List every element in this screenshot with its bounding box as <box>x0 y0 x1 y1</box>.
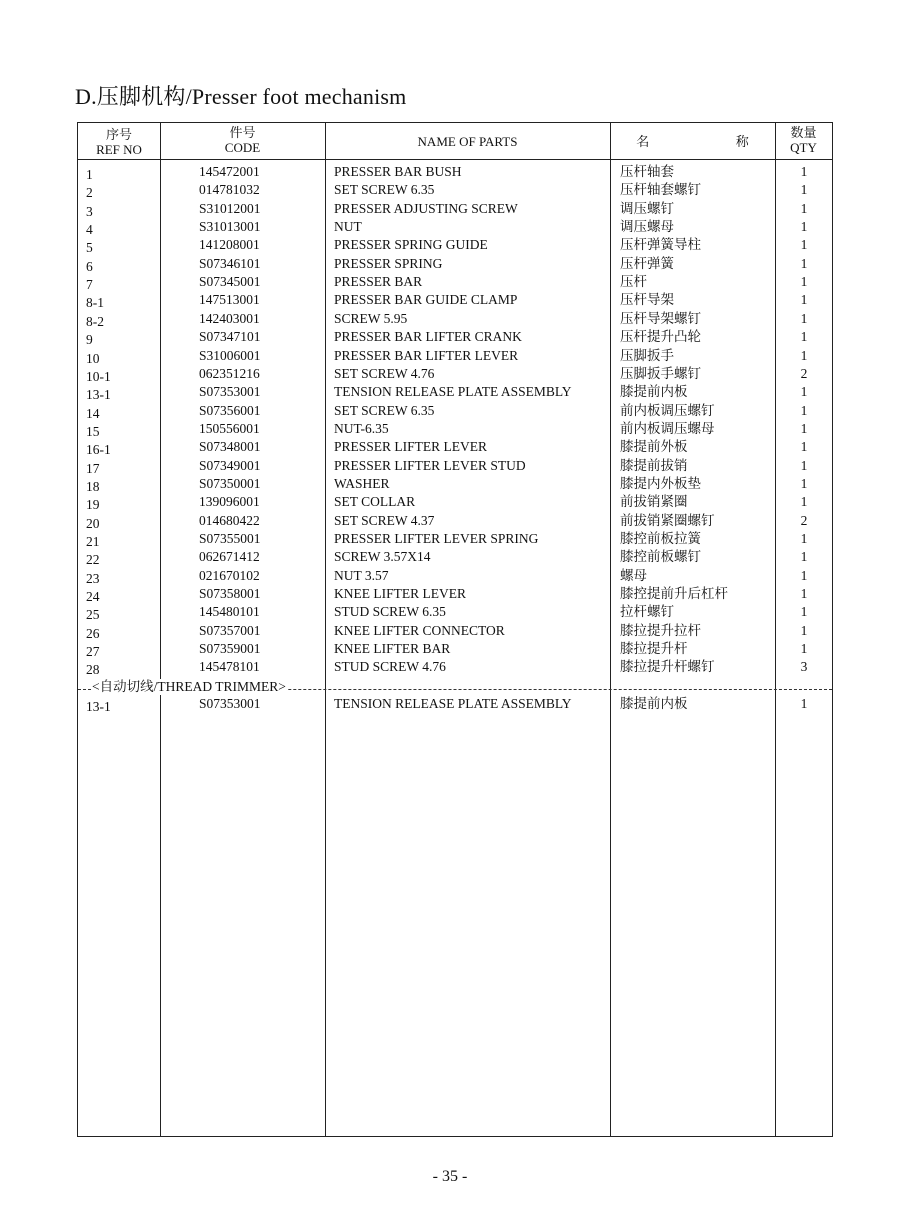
part-name-cn: 前内板调压螺钉 <box>620 402 715 418</box>
part-name: NUT <box>334 219 362 235</box>
part-code: 142403001 <box>199 310 260 326</box>
part-qty: 1 <box>800 310 808 326</box>
part-name: KNEE LIFTER CONNECTOR <box>334 622 505 638</box>
part-name-cn: 膝提内外板垫 <box>620 475 701 491</box>
table-row <box>78 640 832 658</box>
ref-no: 20 <box>86 515 100 531</box>
part-name: SCREW 5.95 <box>334 310 408 326</box>
part-name: PRESSER LIFTER LEVER STUD <box>334 457 526 473</box>
table-row <box>78 567 832 585</box>
header-cn-name-a: 名 <box>636 134 650 149</box>
part-qty: 1 <box>800 347 808 363</box>
table-row <box>78 622 832 640</box>
part-code: 147513001 <box>199 292 260 308</box>
part-name: KNEE LIFTER BAR <box>334 641 451 657</box>
header-qty <box>775 125 832 155</box>
part-name: SET SCREW 6.35 <box>334 402 435 418</box>
ref-no: 24 <box>86 589 100 605</box>
part-qty: 1 <box>800 586 808 602</box>
ref-no: 8-1 <box>86 295 104 311</box>
part-qty: 1 <box>800 164 808 179</box>
part-name: PRESSER LIFTER LEVER <box>334 439 488 455</box>
part-qty: 3 <box>800 659 808 675</box>
part-qty: 2 <box>800 365 808 381</box>
part-code: S31013001 <box>199 219 261 235</box>
part-name: PRESSER SPRING GUIDE <box>334 237 488 253</box>
ref-no: 25 <box>86 607 100 623</box>
part-name: SET SCREW 4.76 <box>334 365 435 381</box>
parts-table <box>77 122 833 1137</box>
part-name: PRESSER BAR <box>334 274 423 290</box>
part-name: PRESSER SPRING <box>334 255 443 271</box>
part-qty: 1 <box>800 439 808 455</box>
ref-no: 17 <box>86 460 100 476</box>
part-qty: 1 <box>800 475 808 491</box>
section-thread-trimmer: <自动切线/THREAD TRIMMER> <box>92 679 286 694</box>
part-name-cn: 前拔销紧圈螺钉 <box>620 512 715 528</box>
header-code-en: CODE <box>224 140 261 155</box>
part-name: PRESSER BAR BUSH <box>334 164 462 179</box>
part-qty: 1 <box>800 604 808 620</box>
page-number: - 35 - <box>432 1168 468 1185</box>
part-name-cn: 膝控前板螺钉 <box>620 549 701 565</box>
ref-no: 13-1 <box>86 699 111 714</box>
table-row <box>78 163 832 181</box>
part-qty: 1 <box>800 696 808 711</box>
part-name-cn: 拉杆螺钉 <box>620 604 674 620</box>
part-name-cn: 膝控前板拉簧 <box>620 531 701 546</box>
part-code: 150556001 <box>199 420 260 436</box>
header-ref-cn: 序号 <box>105 127 132 142</box>
table-row <box>78 585 832 603</box>
table-row <box>78 695 832 713</box>
part-code: 014781032 <box>199 182 260 198</box>
header-qty-en: QTY <box>790 140 817 155</box>
table-row <box>78 475 832 493</box>
part-name: STUD SCREW 6.35 <box>334 604 446 620</box>
table-row <box>78 255 832 273</box>
part-name: PRESSER BAR GUIDE CLAMP <box>334 292 518 308</box>
part-name: PRESSER LIFTER LEVER SPRING <box>334 531 539 546</box>
part-name: WASHER <box>334 475 390 491</box>
table-row <box>78 493 832 511</box>
header-ref <box>78 127 160 157</box>
part-qty: 1 <box>800 549 808 565</box>
part-name-cn: 调压螺钉 <box>620 200 674 216</box>
table-row <box>78 200 832 218</box>
ref-no: 26 <box>86 625 100 641</box>
part-name: PRESSER BAR LIFTER LEVER <box>334 347 519 363</box>
ref-no: 27 <box>86 644 100 660</box>
part-name: NUT-6.35 <box>334 420 389 436</box>
table-row <box>78 402 832 420</box>
part-name: SET SCREW 4.37 <box>334 512 435 528</box>
part-name: PRESSER ADJUSTING SCREW <box>334 200 518 216</box>
ref-no: 3 <box>86 203 93 219</box>
part-code: S07346101 <box>199 255 261 271</box>
part-qty: 1 <box>800 329 808 345</box>
ref-no: 6 <box>86 258 93 274</box>
part-name-cn: 压杆 <box>620 274 647 290</box>
part-qty: 1 <box>800 567 808 583</box>
part-qty: 1 <box>800 531 808 546</box>
part-name-cn: 前拔销紧圈 <box>620 494 688 510</box>
part-qty: 1 <box>800 219 808 235</box>
table-row <box>78 365 832 383</box>
part-code: 021670102 <box>199 567 260 583</box>
ref-no: 21 <box>86 534 100 549</box>
table-row <box>78 603 832 621</box>
page-title: D.压脚机构/Presser foot mechanism <box>75 84 407 109</box>
part-qty: 1 <box>800 182 808 198</box>
part-name: TENSION RELEASE PLATE ASSEMBLY <box>334 696 572 711</box>
part-qty: 1 <box>800 420 808 436</box>
part-name-cn: 膝拉提升杆螺钉 <box>620 659 715 675</box>
table-row <box>78 328 832 346</box>
part-name: PRESSER BAR LIFTER CRANK <box>334 329 522 345</box>
table-row <box>78 347 832 365</box>
part-code: S07358001 <box>199 586 261 602</box>
table-row <box>78 438 832 456</box>
table-row <box>78 512 832 530</box>
ref-no: 10-1 <box>86 368 111 384</box>
part-name-cn: 膝提前内板 <box>620 384 688 400</box>
part-qty: 1 <box>800 255 808 271</box>
header-ref-en: REF NO <box>96 142 142 157</box>
ref-no: 5 <box>86 240 93 256</box>
part-code: S07349001 <box>199 457 261 473</box>
ref-no: 7 <box>86 277 93 293</box>
part-code: S31012001 <box>199 200 261 216</box>
part-name-cn: 膝拉提升杆 <box>620 641 688 657</box>
part-code: 145480101 <box>199 604 260 620</box>
part-name-cn: 前内板调压螺母 <box>620 420 715 436</box>
part-code: S31006001 <box>199 347 261 363</box>
header-code-cn: 件号 <box>229 125 256 140</box>
header-code <box>160 125 325 155</box>
header-name: NAME OF PARTS <box>417 134 518 149</box>
part-qty: 1 <box>800 641 808 657</box>
part-name-cn: 压杆导架 <box>620 292 674 308</box>
part-name: NUT 3.57 <box>334 567 389 583</box>
part-code: S07347101 <box>199 329 261 345</box>
table-row <box>78 273 832 291</box>
part-code: S07355001 <box>199 531 261 546</box>
part-code: S07357001 <box>199 622 261 638</box>
part-name-cn: 压脚扳手 <box>620 347 674 363</box>
part-name-cn: 压杆导架螺钉 <box>620 310 701 326</box>
part-name-cn: 压杆轴套螺钉 <box>620 182 701 198</box>
ref-no: 14 <box>86 405 100 421</box>
part-code: 141208001 <box>199 237 260 253</box>
ref-no: 19 <box>86 497 100 513</box>
part-code: S07353001 <box>199 384 261 400</box>
part-name-cn: 压脚扳手螺钉 <box>620 365 701 381</box>
part-qty: 1 <box>800 494 808 510</box>
table-row <box>78 658 832 676</box>
table-row <box>78 457 832 475</box>
part-code: S07345001 <box>199 274 261 290</box>
table-row <box>78 236 832 254</box>
part-code: S07348001 <box>199 439 261 455</box>
part-name-cn: 膝控提前升后杠杆 <box>620 586 728 602</box>
header-cn-name <box>610 134 775 149</box>
table-row <box>78 420 832 438</box>
part-name: STUD SCREW 4.76 <box>334 659 446 675</box>
table-row <box>78 181 832 199</box>
part-qty: 1 <box>800 292 808 308</box>
part-name: SET COLLAR <box>334 494 416 510</box>
ref-no: 23 <box>86 570 100 586</box>
part-name-cn: 调压螺母 <box>620 219 674 235</box>
ref-no: 8-2 <box>86 313 104 329</box>
table-row <box>78 291 832 309</box>
part-code: 062671412 <box>199 549 260 565</box>
part-qty: 1 <box>800 237 808 253</box>
ref-no: 15 <box>86 423 100 439</box>
part-name-cn: 膝拉提升拉杆 <box>620 622 701 638</box>
header-qty-cn: 数量 <box>790 125 817 140</box>
part-name: TENSION RELEASE PLATE ASSEMBLY <box>334 384 572 400</box>
ref-no: 28 <box>86 662 100 678</box>
part-qty: 1 <box>800 402 808 418</box>
part-code: S07353001 <box>199 696 261 711</box>
part-name-cn: 膝提前内板 <box>620 696 688 711</box>
part-code: 145478101 <box>199 659 260 675</box>
part-code: S07359001 <box>199 641 261 657</box>
part-code: 014680422 <box>199 512 260 528</box>
part-name-cn: 螺母 <box>620 567 647 583</box>
part-code: S07350001 <box>199 475 261 491</box>
table-row <box>78 548 832 566</box>
part-name-cn: 压杆弹簧导柱 <box>620 237 701 253</box>
ref-no: 13-1 <box>86 387 111 403</box>
part-name-cn: 膝提前外板 <box>620 439 688 455</box>
ref-no: 4 <box>86 222 93 238</box>
part-qty: 1 <box>800 274 808 290</box>
ref-no: 1 <box>86 167 93 182</box>
ref-no: 10 <box>86 350 100 366</box>
ref-no: 18 <box>86 478 100 494</box>
part-name-cn: 压杆轴套 <box>620 164 674 179</box>
part-name-cn: 膝提前拔销 <box>620 457 688 473</box>
part-name: SCREW 3.57X14 <box>334 549 431 565</box>
part-code: 062351216 <box>199 365 260 381</box>
part-qty: 1 <box>800 457 808 473</box>
part-qty: 1 <box>800 384 808 400</box>
ref-no: 9 <box>86 332 93 348</box>
part-name: SET SCREW 6.35 <box>334 182 435 198</box>
part-qty: 1 <box>800 622 808 638</box>
part-qty: 2 <box>800 512 808 528</box>
header-separator <box>78 159 832 160</box>
part-code: S07356001 <box>199 402 261 418</box>
table-row <box>78 383 832 401</box>
table-row <box>78 310 832 328</box>
part-name-cn: 压杆提升凸轮 <box>620 329 701 345</box>
ref-no: 22 <box>86 552 100 568</box>
table-row <box>78 218 832 236</box>
ref-no: 16-1 <box>86 442 111 458</box>
header-cn-name-b: 称 <box>735 134 749 149</box>
part-code: 145472001 <box>199 164 260 179</box>
part-qty: 1 <box>800 200 808 216</box>
ref-no: 2 <box>86 185 93 201</box>
table-row <box>78 530 832 548</box>
part-code: 139096001 <box>199 494 260 510</box>
part-name-cn: 压杆弹簧 <box>620 255 674 271</box>
part-name: KNEE LIFTER LEVER <box>334 586 466 602</box>
